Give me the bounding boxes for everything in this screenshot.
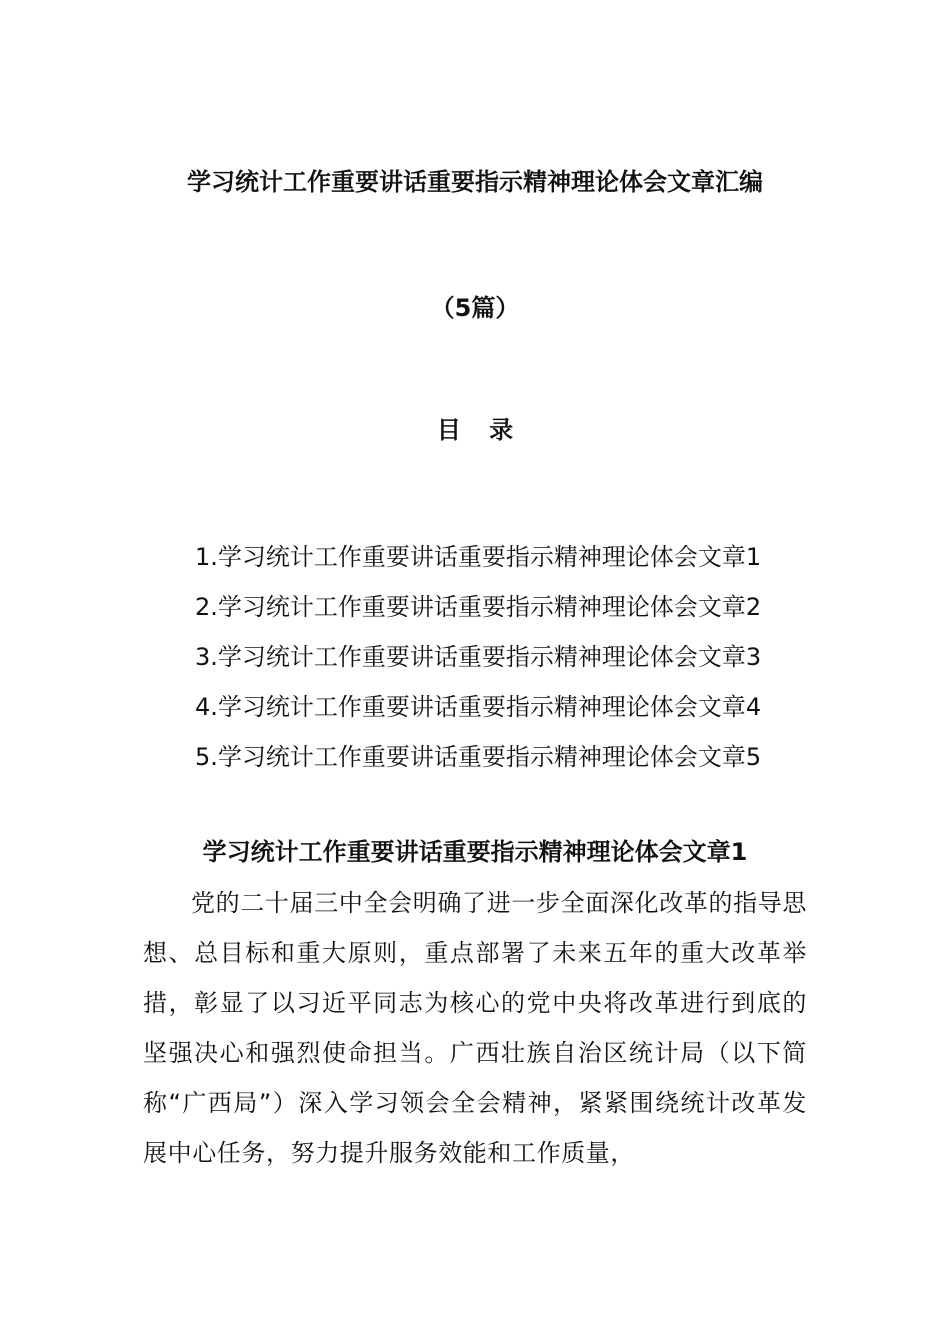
toc-heading: 目 录 — [436, 416, 524, 444]
toc-item-4[interactable]: 4.学习统计工作重要讲话重要指示精神理论体会文章4 — [195, 693, 762, 721]
toc-item-2[interactable]: 2.学习统计工作重要讲话重要指示精神理论体会文章2 — [195, 593, 762, 621]
toc-item-5[interactable]: 5.学习统计工作重要讲话重要指示精神理论体会文章5 — [195, 743, 762, 771]
toc-item-3[interactable]: 3.学习统计工作重要讲话重要指示精神理论体会文章3 — [195, 643, 762, 671]
toc-item-1[interactable]: 1.学习统计工作重要讲话重要指示精神理论体会文章1 — [195, 543, 762, 571]
document-subtitle: （5篇） — [430, 294, 520, 322]
table-of-contents — [195, 532, 815, 782]
document-title: 学习统计工作重要讲话重要指示精神理论体会文章汇编 — [187, 168, 763, 196]
article-title: 学习统计工作重要讲话重要指示精神理论体会文章1 — [202, 838, 748, 866]
article-paragraph: 党的二十届三中全会明确了进一步全面深化改革的指导思想、总目标和重大原则，重点部署了未来五年的重大改革举措，彰显了以习近平同志为核心的党中央将改革进行到底的坚强决心和强烈使命担当。广西壮族自治区统计局（以下简称“广西局”）深入学习领会全会精神，紧紧围绕统计改革发展中心任务，努力提升服务效能和工作质量， — [143, 889, 807, 1167]
